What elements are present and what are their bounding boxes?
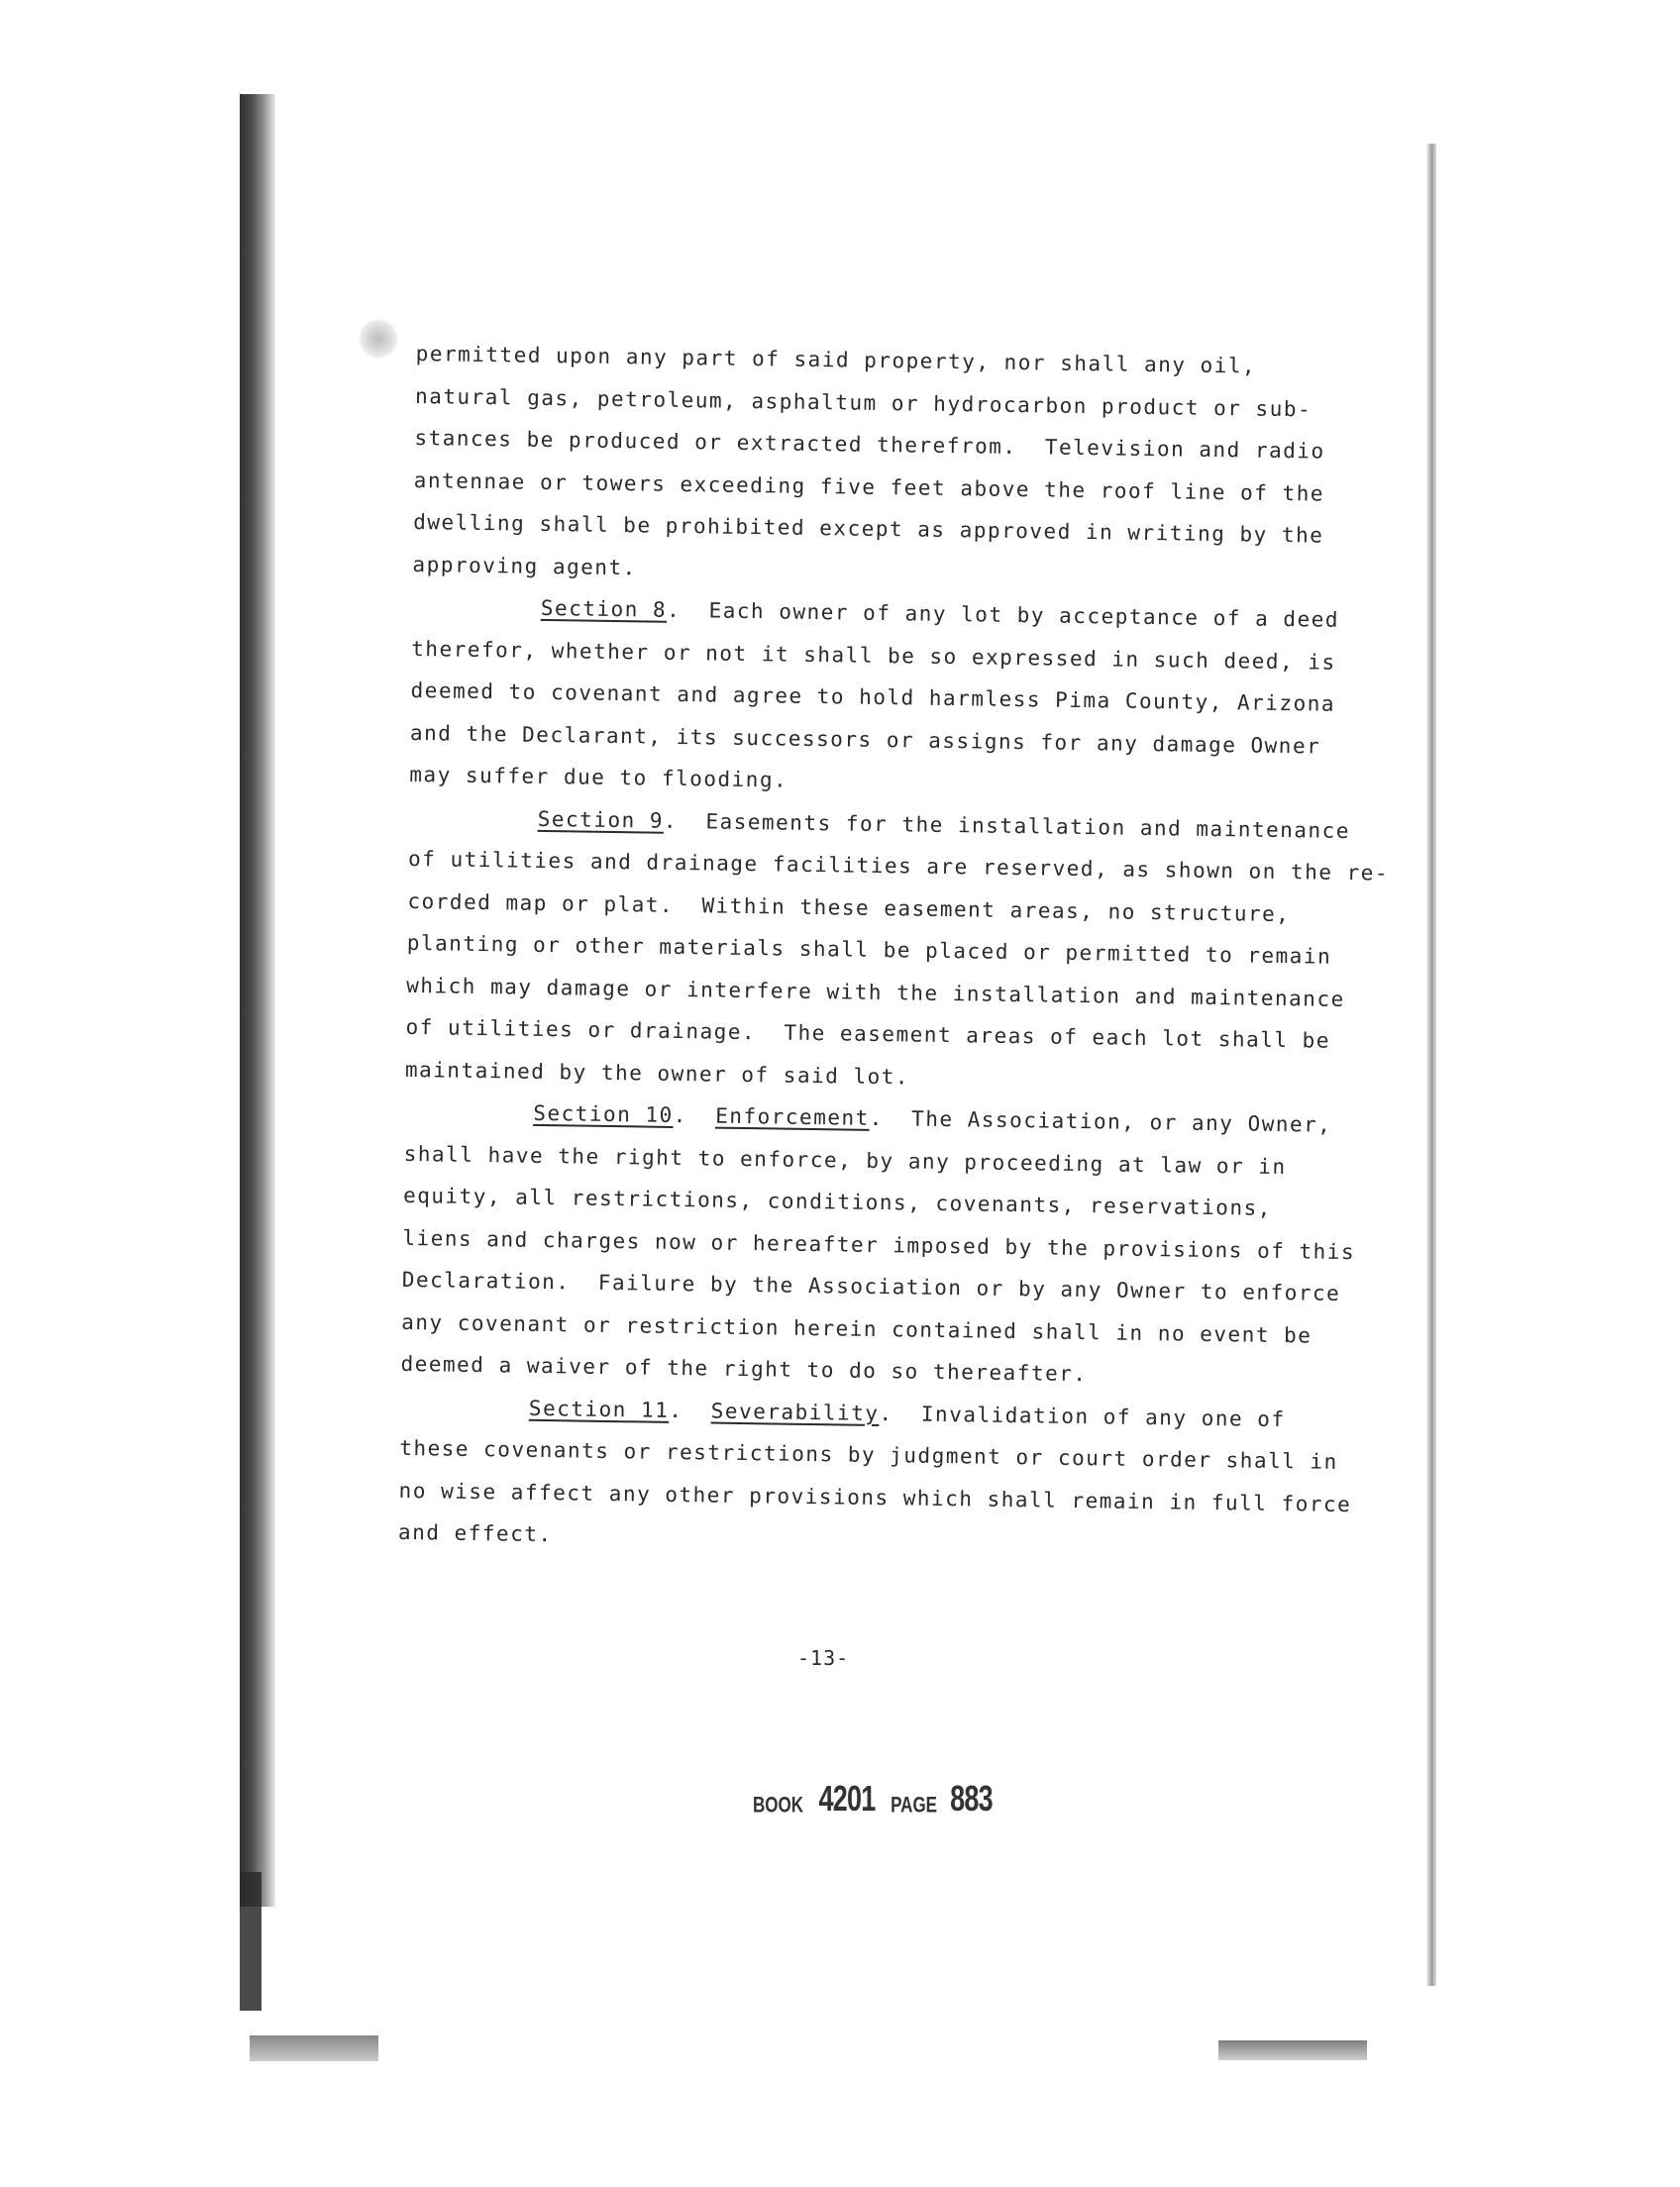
text-segment: permitted upon any part of said property, nor shall any oil, [415,341,1257,378]
page-number: -13- [797,1646,850,1670]
stamp-page-value: 883 [950,1778,993,1819]
text-segment: antennae or towers exceeding five feet above the roof line of the [413,468,1325,506]
text-segment: liens and charges now or hereafter imposed by the provisions of this [402,1225,1356,1264]
text-segment: maintained by the owner of said lot. [404,1057,910,1089]
text-segment: therefor, whether or not it shall be so expressed in such deed, is [411,636,1336,675]
document-body [397,333,1390,1568]
text-segment: no wise affect any other provisions which shall remain in full force [398,1478,1352,1516]
scan-shadow-bottom-right [1218,2040,1367,2060]
text-segment: approving agent. [412,552,637,579]
text-segment: deemed to covenant and agree to hold harmless Pima County, Arizona [410,677,1336,716]
text-segment: natural gas, petroleum, asphaltum or hydrocarbon product or sub- [414,383,1312,421]
text-segment: shall have the right to enforce, by any proceeding at law or in [403,1141,1287,1179]
book-page-stamp [753,1778,999,1820]
text-segment: . The Association, or any Owner, [869,1105,1332,1137]
text-segment: these covenants or restrictions by judgment or court order shall in [399,1435,1338,1474]
text-segment: and effect. [397,1519,553,1547]
text-segment: deemed a waiver of the right to do so thereafter. [400,1351,1088,1387]
text-segment: and the Declarant, its successors or assigns for any damage Owner [409,720,1321,759]
underlined-heading: Section 8 [540,595,668,622]
text-segment: corded map or plat. Within these easement areas, no structure, [407,888,1291,926]
text-segment: . Each owner of any lot by acceptance of a deed [666,597,1340,632]
text-segment: Declaration. Failure by the Association or by any Owner to enforce [401,1267,1341,1305]
scan-shadow-left [240,94,275,1907]
text-segment: of utilities and drainage facilities are reserved, as shown on the re- [407,846,1390,885]
text-segment: which may damage or interfere with the installation and maintenance [406,973,1345,1011]
underlined-heading: Section 11 [528,1396,670,1422]
scan-shadow-right [1426,144,1436,1986]
underlined-heading: Section 10 [533,1100,674,1127]
text-segment: planting or other materials shall be placed or permitted to remain [406,930,1332,969]
text-segment: . Easements for the installation and maintenance [663,808,1351,843]
text-segment: equity, all restrictions, conditions, covenants, reservations, [402,1183,1273,1220]
scan-shadow-bottom-left [250,2035,378,2061]
scan-shadow-left-bottom [240,1872,262,2011]
underlined-heading: Severability [710,1399,880,1425]
punch-hole-mark [359,319,398,359]
text-segment: of utilities or drainage. The easement areas of each lot shall be [405,1014,1331,1053]
stamp-book-number: 4201 [818,1778,876,1819]
underlined-heading: Section 9 [537,806,665,833]
stamp-book-label: BOOK [753,1793,803,1818]
text-segment: . Invalidation of any one of [879,1401,1286,1431]
text-segment: may suffer due to flooding. [409,762,788,792]
text-segment: stances be produced or extracted therefrom. Television and radio [414,425,1325,464]
text-segment: dwelling shall be prohibited except as approved in writing by the [412,509,1324,548]
text-segment: . [673,1102,716,1128]
underlined-heading: Enforcement [715,1103,870,1130]
text-segment: . [669,1398,711,1423]
text-segment: any covenant or restriction herein contained shall in no event be [401,1309,1312,1348]
stamp-page-label: PAGE [891,1793,938,1818]
